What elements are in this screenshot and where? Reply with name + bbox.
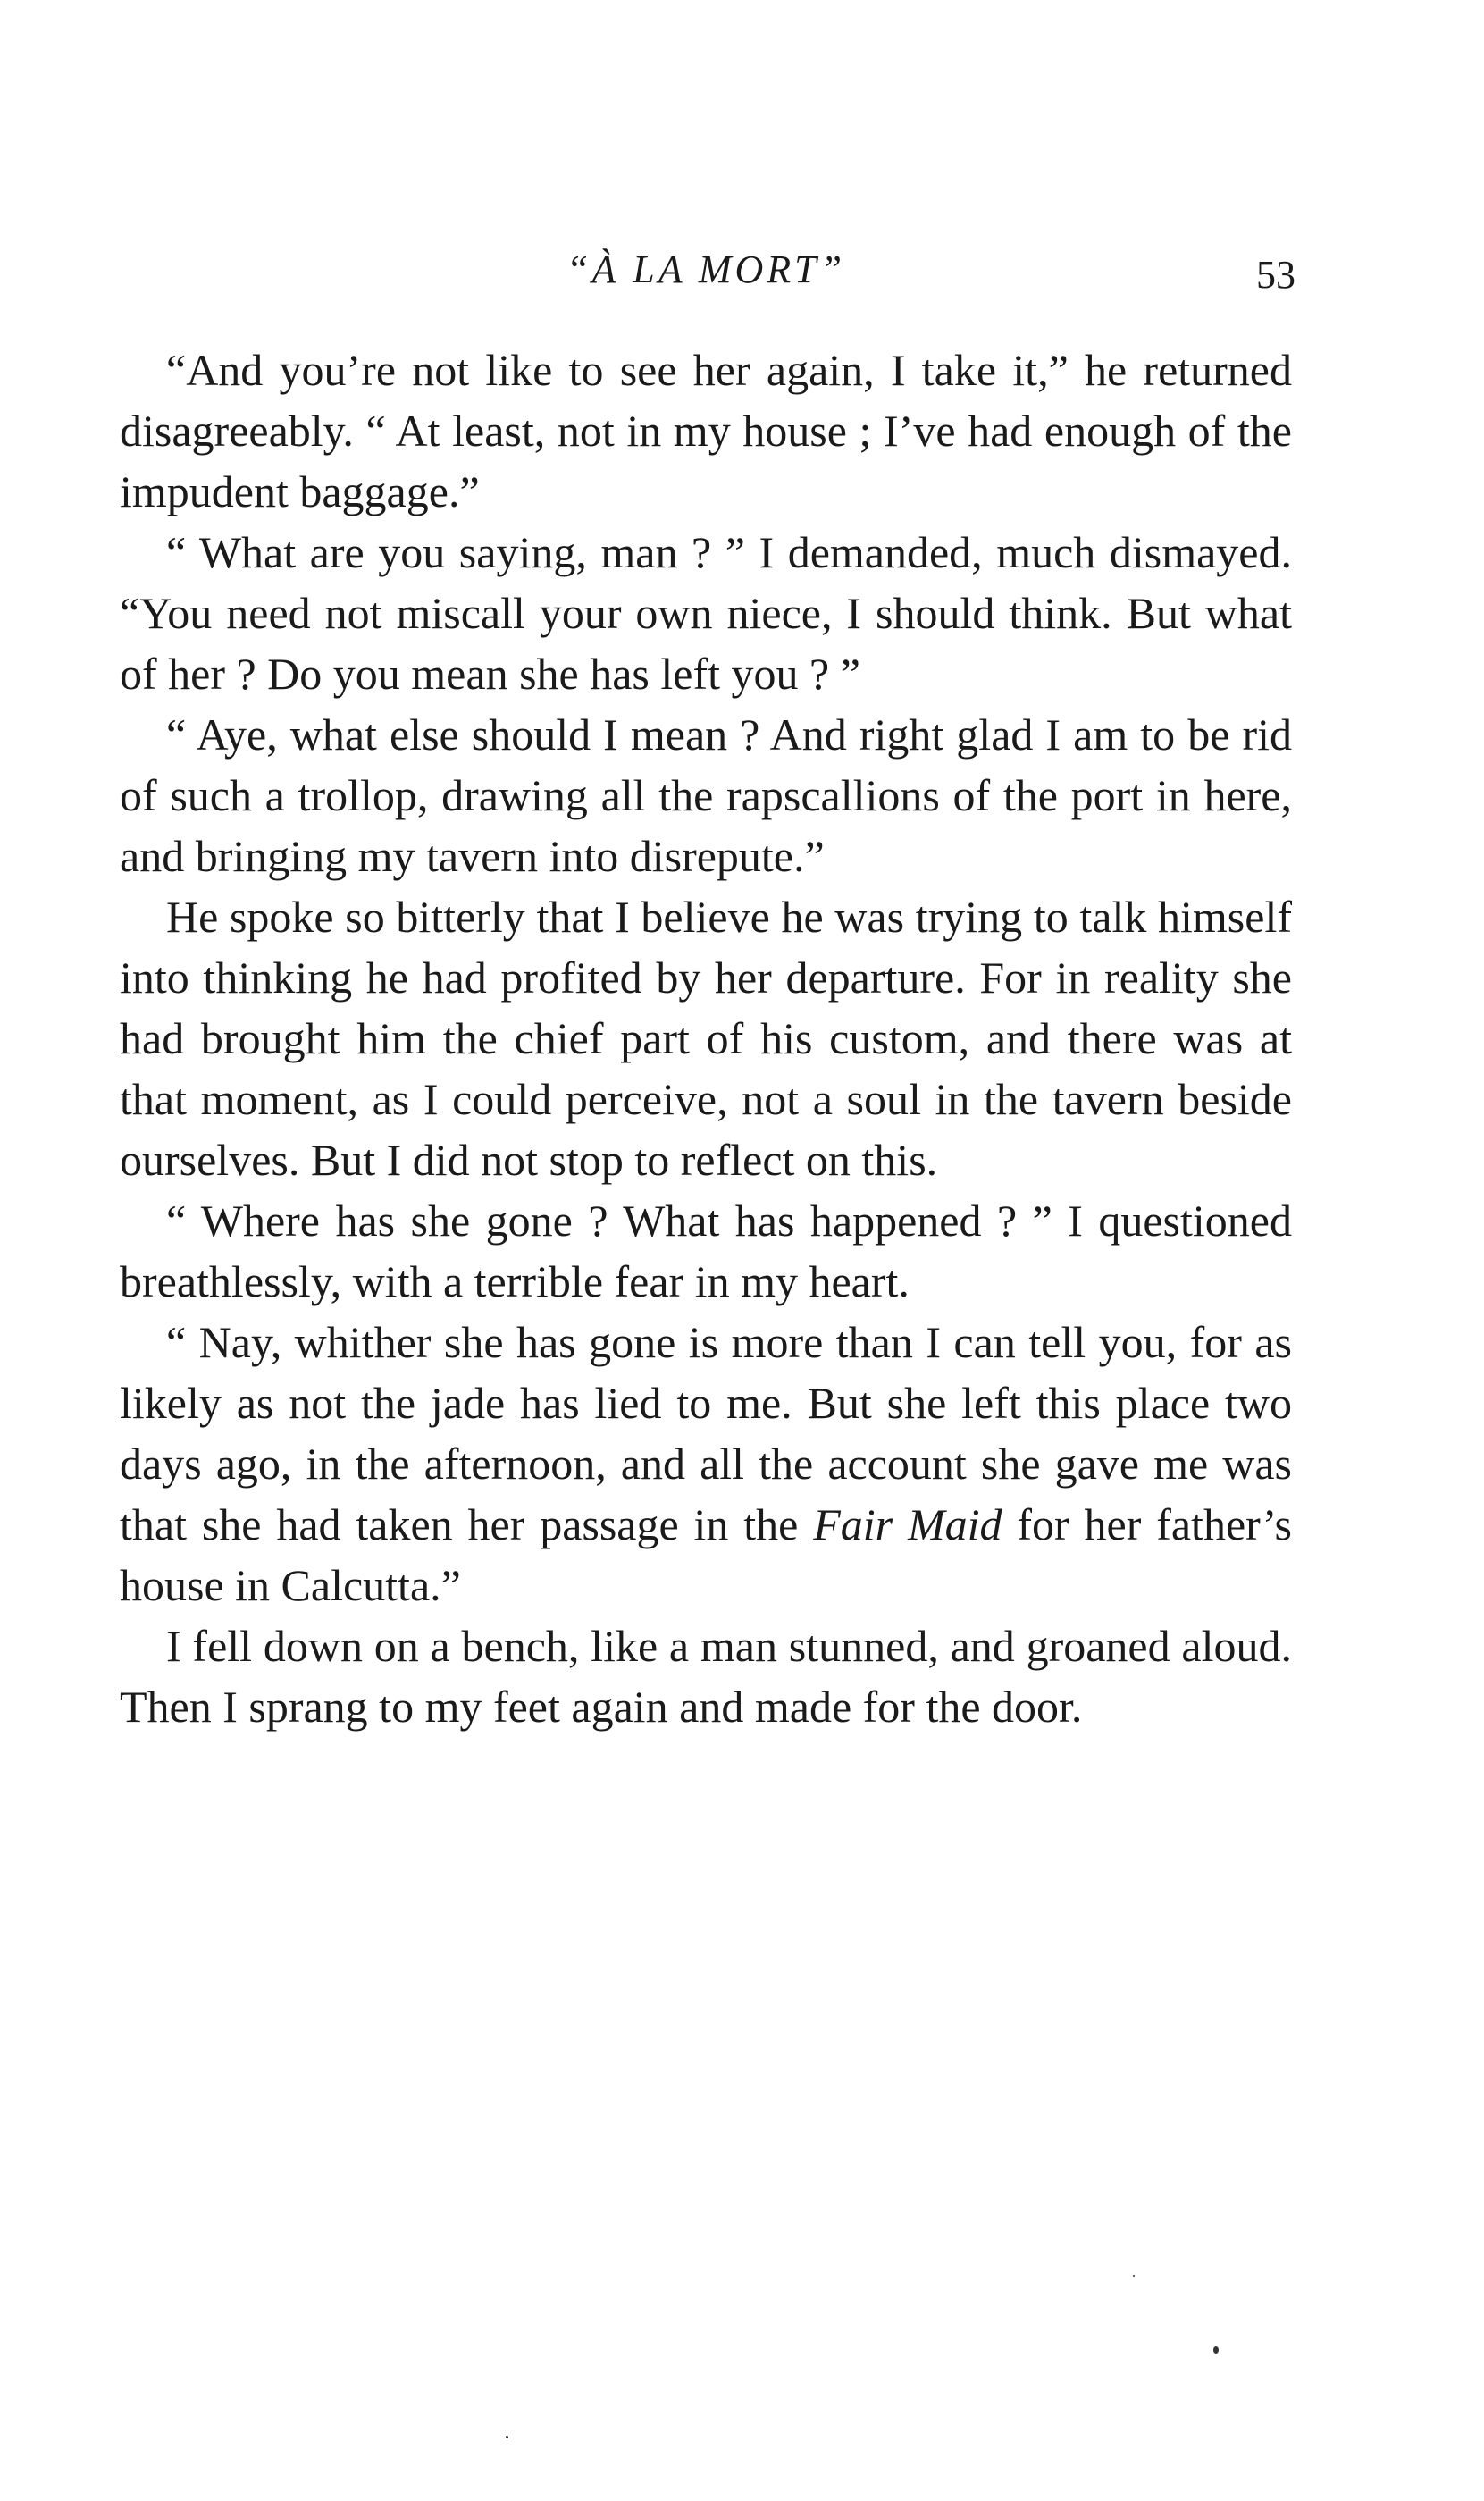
paragraph-text: “ Nay, whither she has gone is more than I can tell you, for as likely as not the jade has lied to me. But she left this place two days ago, in the afternoon, and all the account she gave me was that she had taken her passage in the [120, 1317, 1292, 1549]
ship-name: Fair Maid [813, 1499, 1002, 1549]
paragraph: “ Where has she gone ? What has happened ? ” I questioned breathlessly, with a terrible fear in my heart. [120, 1196, 1292, 1306]
paragraph: “And you’re not like to see her again, I take it,” he returned disagreeably. “ At least, not in my house ; I’ve had enough of the impudent baggage.” [120, 345, 1292, 516]
running-head [116, 243, 1295, 306]
page-number: 53 [1256, 253, 1295, 297]
ink-speck [1213, 2346, 1219, 2354]
paragraph: “ What are you saying, man ? ” I demanded, much dismayed. “You need not miscall your own niece, I should think. But what of her ? Do you mean she has left you ? ” [120, 527, 1292, 699]
paragraph: He spoke so bitterly that I believe he was trying to talk himself into thinking he had profited by her departure. For in reality she had brought him the chief part of his custom, and there was at that moment, as I could perceive, not a soul in the tavern beside ourselves. But I did not stop to reflect on this. [120, 892, 1292, 1185]
paragraph: “ Aye, what else should I mean ? And right glad I am to be rid of such a trollop, drawing all the rapscallions of the port in here, and bringing my tavern into disrepute.” [120, 709, 1292, 881]
ink-speck [1133, 2275, 1135, 2277]
paragraph [120, 1312, 1292, 1616]
paragraph-text: for her father’s house in Calcutta.” [120, 1499, 1292, 1610]
body-text [120, 340, 1292, 1737]
running-title: “À LA MORT” [566, 248, 846, 291]
ink-speck [506, 2436, 508, 2438]
paragraph: I fell down on a bench, like a man stunned, and groaned aloud. Then I sprang to my feet again and made for the door. [120, 1621, 1292, 1732]
